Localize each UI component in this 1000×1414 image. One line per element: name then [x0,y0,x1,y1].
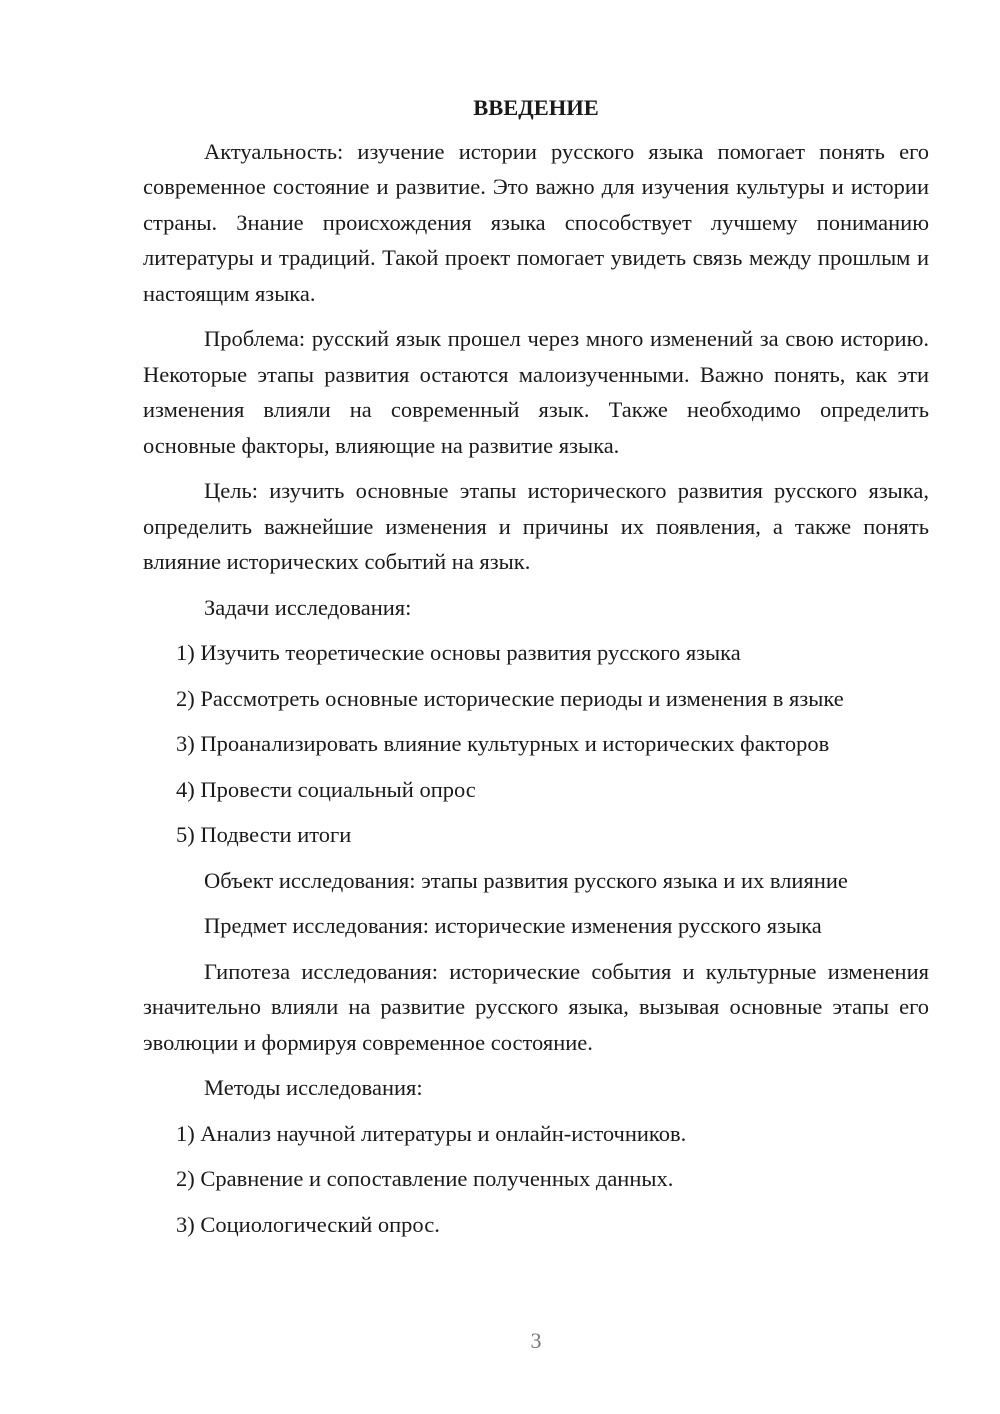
list-item: 1) Анализ научной литературы и онлайн-источников. [176,1120,687,1146]
document-page [143,90,929,1252]
list-item: 2) Рассмотреть основные исторические периоды и изменения в языке [176,685,844,711]
tasks-label: Задачи исследования: [204,594,412,620]
page-number: 3 [530,1328,542,1353]
tasks-list [143,635,929,853]
goal-paragraph: Цель: изучить основные этапы исторического развития русского языка, определить важнейшие изменения и причины их появления, а также понять влияние исторических событий на язык. [143,478,929,574]
object-paragraph: Объект исследования: этапы развития русского языка и их влияние [204,867,848,893]
methods-list [143,1116,929,1243]
methods-label: Методы исследования: [204,1075,423,1100]
hypothesis-paragraph: Гипотеза исследования: исторические события и культурные изменения значительно влияли на развитие русского языка, вызывая основные этапы его эволюции и формируя современное состояние. [143,958,929,1055]
problem-paragraph: Проблема: русский язык прошел через много изменений за свою историю. Некоторые этапы развития остаются малоизученными. Важно понять, как эти изменения влияли на современный язык. Также необходимо определить основные факторы, влияющие на развитие языка. [143,326,929,458]
list-item: 5) Подвести итоги [176,822,352,847]
list-item: 1) Изучить теоретические основы развития русского языка [176,640,741,665]
list-item: 3) Социологический опрос. [176,1211,440,1237]
list-item: 3) Проанализировать влияние культурных и исторических факторов [176,731,830,756]
section-heading: ВВЕДЕНИЕ [473,95,599,120]
relevance-paragraph: Актуальность: изучение истории русского языка помогает понять его современное состояние и развитие. Это важно для изучения культуры и истории страны. Знание происхождения языка способствует лучшему пониманию литературы и традиций. Такой проект помогает увидеть связь между прошлым и настоящим языка. [143,138,929,306]
subject-paragraph: Предмет исследования: исторические изменения русского языка [204,913,822,938]
list-item: 4) Провести социальный опрос [176,776,476,802]
list-item: 2) Сравнение и сопоставление полученных данных. [176,1166,674,1191]
